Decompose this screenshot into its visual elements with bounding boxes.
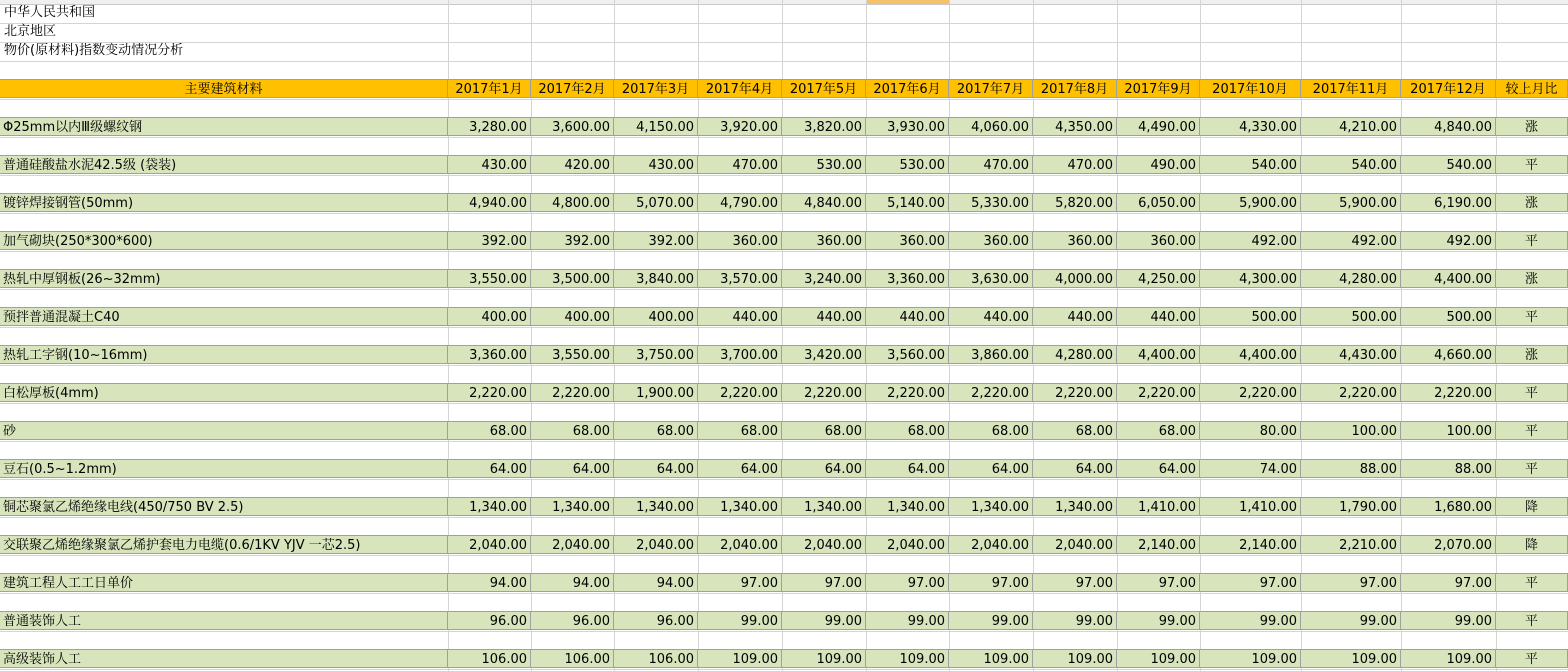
price-cell[interactable]: 88.00 <box>1301 459 1401 478</box>
price-cell[interactable]: 99.00 <box>1401 611 1496 630</box>
price-cell[interactable]: 4,790.00 <box>698 193 782 212</box>
price-cell[interactable]: 2,040.00 <box>448 535 531 554</box>
price-cell[interactable]: 6,050.00 <box>1117 193 1200 212</box>
price-cell[interactable]: 392.00 <box>531 231 614 250</box>
header-month[interactable]: 2017年2月 <box>531 79 614 98</box>
price-cell[interactable]: 4,660.00 <box>1401 345 1496 364</box>
price-cell[interactable]: 4,350.00 <box>1033 117 1117 136</box>
trend-cell[interactable]: 涨 <box>1496 117 1568 136</box>
price-cell[interactable]: 2,040.00 <box>614 535 698 554</box>
price-cell[interactable]: 97.00 <box>1117 573 1200 592</box>
price-cell[interactable]: 2,040.00 <box>531 535 614 554</box>
price-cell[interactable]: 97.00 <box>698 573 782 592</box>
price-cell[interactable]: 492.00 <box>1301 231 1401 250</box>
info-region[interactable]: 北京地区 <box>4 24 57 39</box>
grid-line-horizontal <box>0 403 1568 404</box>
trend-cell[interactable]: 降 <box>1496 497 1568 516</box>
price-cell[interactable]: 109.00 <box>1033 649 1117 668</box>
trend-cell[interactable]: 涨 <box>1496 345 1568 364</box>
price-cell[interactable]: 68.00 <box>866 421 949 440</box>
price-cell[interactable]: 2,220.00 <box>1301 383 1401 402</box>
price-cell[interactable]: 3,500.00 <box>531 269 614 288</box>
price-cell[interactable]: 3,930.00 <box>866 117 949 136</box>
price-cell[interactable]: 96.00 <box>531 611 614 630</box>
price-cell[interactable]: 106.00 <box>448 649 531 668</box>
price-cell[interactable]: 360.00 <box>698 231 782 250</box>
table-row <box>0 231 1568 250</box>
header-month[interactable]: 2017年9月 <box>1117 79 1200 98</box>
grid-line-horizontal <box>0 517 1568 518</box>
table-row <box>0 611 1568 630</box>
price-cell[interactable]: 109.00 <box>866 649 949 668</box>
trend-cell[interactable]: 平 <box>1496 155 1568 174</box>
material-name-cell[interactable]: 建筑工程人工工日单价 <box>0 573 448 592</box>
price-cell[interactable]: 4,840.00 <box>782 193 866 212</box>
price-cell[interactable]: 2,040.00 <box>782 535 866 554</box>
price-cell[interactable]: 540.00 <box>1200 155 1301 174</box>
grid-line-vertical <box>614 0 615 671</box>
trend-cell[interactable]: 降 <box>1496 535 1568 554</box>
price-cell[interactable]: 4,330.00 <box>1200 117 1301 136</box>
price-cell[interactable]: 4,940.00 <box>448 193 531 212</box>
price-cell[interactable]: 4,060.00 <box>949 117 1033 136</box>
price-cell[interactable]: 109.00 <box>1301 649 1401 668</box>
table-row <box>0 269 1568 288</box>
table-row <box>0 459 1568 478</box>
price-cell[interactable]: 2,210.00 <box>1301 535 1401 554</box>
price-cell[interactable]: 2,220.00 <box>1200 383 1301 402</box>
price-cell[interactable]: 94.00 <box>448 573 531 592</box>
grid-line-horizontal <box>0 175 1568 176</box>
table-row <box>0 535 1568 554</box>
price-cell[interactable]: 2,220.00 <box>1117 383 1200 402</box>
price-cell[interactable]: 4,150.00 <box>614 117 698 136</box>
price-cell[interactable]: 1,680.00 <box>1401 497 1496 516</box>
price-cell[interactable]: 392.00 <box>614 231 698 250</box>
price-cell[interactable]: 440.00 <box>1033 307 1117 326</box>
price-cell[interactable]: 440.00 <box>698 307 782 326</box>
price-cell[interactable]: 4,210.00 <box>1301 117 1401 136</box>
table-row <box>0 421 1568 440</box>
grid-line-vertical <box>1401 0 1402 671</box>
price-cell[interactable]: 64.00 <box>1033 459 1117 478</box>
price-cell[interactable]: 1,340.00 <box>782 497 866 516</box>
price-cell[interactable]: 470.00 <box>698 155 782 174</box>
grid-line-vertical <box>1200 0 1201 671</box>
price-cell[interactable]: 500.00 <box>1401 307 1496 326</box>
header-month[interactable]: 2017年3月 <box>614 79 698 98</box>
price-cell[interactable]: 68.00 <box>698 421 782 440</box>
trend-cell[interactable]: 涨 <box>1496 193 1568 212</box>
price-cell[interactable]: 4,490.00 <box>1117 117 1200 136</box>
price-cell[interactable]: 100.00 <box>1401 421 1496 440</box>
material-name-cell[interactable]: 白松厚板(4mm) <box>0 383 448 402</box>
price-cell[interactable]: 3,750.00 <box>614 345 698 364</box>
material-name-cell[interactable]: 铜芯聚氯乙烯绝缘电线(450/750 BV 2.5) <box>0 497 448 516</box>
price-cell[interactable]: 109.00 <box>1117 649 1200 668</box>
price-cell[interactable]: 64.00 <box>531 459 614 478</box>
table-row <box>0 497 1568 516</box>
grid-line-vertical <box>1033 0 1034 671</box>
price-cell[interactable]: 106.00 <box>531 649 614 668</box>
info-report-title[interactable]: 物价(原材料)指数变动情况分析 <box>4 43 184 58</box>
price-cell[interactable]: 5,070.00 <box>614 193 698 212</box>
price-cell[interactable]: 3,420.00 <box>782 345 866 364</box>
header-month[interactable]: 2017年4月 <box>698 79 782 98</box>
material-name-cell[interactable]: 镀锌焊接钢管(50mm) <box>0 193 448 212</box>
price-cell[interactable]: 64.00 <box>614 459 698 478</box>
grid-line-horizontal <box>0 631 1568 632</box>
column-header-strip[interactable] <box>0 0 1568 5</box>
trend-cell[interactable]: 平 <box>1496 383 1568 402</box>
price-cell[interactable]: 4,000.00 <box>1033 269 1117 288</box>
price-cell[interactable]: 97.00 <box>1301 573 1401 592</box>
price-cell[interactable]: 97.00 <box>782 573 866 592</box>
price-cell[interactable]: 430.00 <box>448 155 531 174</box>
price-cell[interactable]: 94.00 <box>531 573 614 592</box>
price-cell[interactable]: 4,400.00 <box>1200 345 1301 364</box>
price-cell[interactable]: 500.00 <box>1301 307 1401 326</box>
header-month[interactable]: 2017年11月 <box>1301 79 1401 98</box>
price-cell[interactable]: 1,900.00 <box>614 383 698 402</box>
price-cell[interactable]: 109.00 <box>782 649 866 668</box>
price-cell[interactable]: 109.00 <box>698 649 782 668</box>
price-cell[interactable]: 4,280.00 <box>1033 345 1117 364</box>
price-cell[interactable]: 2,040.00 <box>866 535 949 554</box>
header-month[interactable]: 2017年12月 <box>1401 79 1496 98</box>
price-cell[interactable]: 3,840.00 <box>614 269 698 288</box>
price-cell[interactable]: 99.00 <box>1033 611 1117 630</box>
material-name-cell[interactable]: 普通硅酸盐水泥42.5级 (袋装) <box>0 155 448 174</box>
table-row <box>0 345 1568 364</box>
material-name-cell[interactable]: 热轧中厚钢板(26~32mm) <box>0 269 448 288</box>
price-cell[interactable]: 492.00 <box>1401 231 1496 250</box>
grid-line-horizontal <box>0 99 1568 100</box>
price-cell[interactable]: 88.00 <box>1401 459 1496 478</box>
price-cell[interactable]: 64.00 <box>949 459 1033 478</box>
grid-line-vertical <box>782 0 783 671</box>
price-cell[interactable]: 99.00 <box>698 611 782 630</box>
grid-line-horizontal <box>0 137 1568 138</box>
price-cell[interactable]: 430.00 <box>614 155 698 174</box>
price-cell[interactable]: 5,140.00 <box>866 193 949 212</box>
material-name-cell[interactable]: 交联聚乙烯绝缘聚氯乙烯护套电力电缆(0.6/1KV YJV 一芯2.5) <box>0 535 448 554</box>
header-row <box>0 79 1568 98</box>
price-cell[interactable]: 540.00 <box>1301 155 1401 174</box>
price-cell[interactable]: 64.00 <box>866 459 949 478</box>
grid-line-horizontal <box>0 61 1568 62</box>
price-cell[interactable]: 2,220.00 <box>448 383 531 402</box>
price-cell[interactable]: 400.00 <box>531 307 614 326</box>
grid-line-horizontal <box>0 213 1568 214</box>
price-cell[interactable]: 392.00 <box>448 231 531 250</box>
price-cell[interactable]: 1,340.00 <box>698 497 782 516</box>
price-cell[interactable]: 4,250.00 <box>1117 269 1200 288</box>
price-cell[interactable]: 360.00 <box>866 231 949 250</box>
table-row <box>0 155 1568 174</box>
price-cell[interactable]: 3,600.00 <box>531 117 614 136</box>
price-cell[interactable]: 6,190.00 <box>1401 193 1496 212</box>
trend-cell[interactable]: 平 <box>1496 231 1568 250</box>
grid-line-vertical <box>1496 0 1497 671</box>
price-cell[interactable]: 3,240.00 <box>782 269 866 288</box>
price-cell[interactable]: 109.00 <box>949 649 1033 668</box>
price-cell[interactable]: 3,820.00 <box>782 117 866 136</box>
price-cell[interactable]: 99.00 <box>782 611 866 630</box>
trend-cell[interactable]: 平 <box>1496 421 1568 440</box>
grid-line-horizontal <box>0 365 1568 366</box>
grid-line-horizontal <box>0 441 1568 442</box>
material-name-cell[interactable]: 加气砌块(250*300*600) <box>0 231 448 250</box>
price-cell[interactable]: 4,300.00 <box>1200 269 1301 288</box>
price-cell[interactable]: 2,220.00 <box>782 383 866 402</box>
price-cell[interactable]: 109.00 <box>1200 649 1301 668</box>
price-cell[interactable]: 4,400.00 <box>1117 345 1200 364</box>
header-month[interactable]: 2017年7月 <box>949 79 1033 98</box>
price-cell[interactable]: 74.00 <box>1200 459 1301 478</box>
price-cell[interactable]: 3,550.00 <box>448 269 531 288</box>
price-cell[interactable]: 2,220.00 <box>949 383 1033 402</box>
price-cell[interactable]: 5,900.00 <box>1301 193 1401 212</box>
price-cell[interactable]: 440.00 <box>866 307 949 326</box>
price-cell[interactable]: 5,820.00 <box>1033 193 1117 212</box>
grid-line-vertical <box>866 0 867 671</box>
table-row <box>0 649 1568 668</box>
price-cell[interactable]: 2,140.00 <box>1117 535 1200 554</box>
price-cell[interactable]: 68.00 <box>1033 421 1117 440</box>
price-cell[interactable]: 2,220.00 <box>531 383 614 402</box>
price-cell[interactable]: 3,860.00 <box>949 345 1033 364</box>
table-row <box>0 573 1568 592</box>
price-cell[interactable]: 4,430.00 <box>1301 345 1401 364</box>
grid-line-vertical <box>698 0 699 671</box>
price-cell[interactable]: 97.00 <box>949 573 1033 592</box>
price-cell[interactable]: 2,220.00 <box>698 383 782 402</box>
price-cell[interactable]: 490.00 <box>1117 155 1200 174</box>
price-cell[interactable]: 2,220.00 <box>1401 383 1496 402</box>
price-cell[interactable]: 420.00 <box>531 155 614 174</box>
grid-line-horizontal <box>0 327 1568 328</box>
price-cell[interactable]: 500.00 <box>1200 307 1301 326</box>
price-cell[interactable]: 68.00 <box>1117 421 1200 440</box>
price-cell[interactable]: 5,330.00 <box>949 193 1033 212</box>
info-country[interactable]: 中华人民共和国 <box>4 5 96 20</box>
header-month[interactable]: 2017年8月 <box>1033 79 1117 98</box>
price-cell[interactable]: 99.00 <box>949 611 1033 630</box>
price-cell[interactable]: 540.00 <box>1401 155 1496 174</box>
price-cell[interactable]: 1,410.00 <box>1117 497 1200 516</box>
trend-cell[interactable]: 平 <box>1496 307 1568 326</box>
price-cell[interactable]: 4,400.00 <box>1401 269 1496 288</box>
price-cell[interactable]: 97.00 <box>866 573 949 592</box>
grid-line-horizontal <box>0 555 1568 556</box>
price-cell[interactable]: 400.00 <box>448 307 531 326</box>
material-name-cell[interactable]: 普通装饰人工 <box>0 611 448 630</box>
header-month[interactable]: 2017年10月 <box>1200 79 1301 98</box>
price-cell[interactable]: 100.00 <box>1301 421 1401 440</box>
price-cell[interactable]: 3,360.00 <box>448 345 531 364</box>
price-cell[interactable]: 2,220.00 <box>866 383 949 402</box>
grid-line-horizontal <box>0 23 1568 24</box>
table-row <box>0 117 1568 136</box>
price-cell[interactable]: 68.00 <box>448 421 531 440</box>
price-cell[interactable]: 1,340.00 <box>949 497 1033 516</box>
grid-line-vertical <box>1117 0 1118 671</box>
price-cell[interactable]: 2,070.00 <box>1401 535 1496 554</box>
price-cell[interactable]: 68.00 <box>782 421 866 440</box>
trend-cell[interactable]: 平 <box>1496 649 1568 668</box>
grid-line-vertical <box>1301 0 1302 671</box>
material-name-cell[interactable]: 豆石(0.5~1.2mm) <box>0 459 448 478</box>
price-cell[interactable]: 99.00 <box>1301 611 1401 630</box>
price-cell[interactable]: 3,360.00 <box>866 269 949 288</box>
price-cell[interactable]: 360.00 <box>782 231 866 250</box>
material-name-cell[interactable]: 高级装饰人工 <box>0 649 448 668</box>
price-cell[interactable]: 530.00 <box>866 155 949 174</box>
price-cell[interactable]: 99.00 <box>1200 611 1301 630</box>
price-cell[interactable]: 68.00 <box>531 421 614 440</box>
header-month[interactable]: 2017年1月 <box>448 79 531 98</box>
price-cell[interactable]: 97.00 <box>1200 573 1301 592</box>
price-cell[interactable]: 97.00 <box>1401 573 1496 592</box>
grid-line-horizontal <box>0 251 1568 252</box>
grid-line-horizontal <box>0 593 1568 594</box>
selected-column-marker <box>866 0 949 4</box>
price-cell[interactable]: 3,570.00 <box>698 269 782 288</box>
price-cell[interactable]: 440.00 <box>1117 307 1200 326</box>
price-cell[interactable]: 64.00 <box>698 459 782 478</box>
price-cell[interactable]: 360.00 <box>1033 231 1117 250</box>
header-month[interactable]: 2017年6月 <box>866 79 949 98</box>
price-cell[interactable]: 440.00 <box>782 307 866 326</box>
trend-cell[interactable]: 平 <box>1496 611 1568 630</box>
price-cell[interactable]: 2,220.00 <box>1033 383 1117 402</box>
price-cell[interactable]: 360.00 <box>1117 231 1200 250</box>
price-cell[interactable]: 4,840.00 <box>1401 117 1496 136</box>
price-cell[interactable]: 3,630.00 <box>949 269 1033 288</box>
price-cell[interactable]: 1,410.00 <box>1200 497 1301 516</box>
header-trend[interactable]: 较上月比 <box>1496 79 1568 98</box>
price-cell[interactable]: 64.00 <box>1117 459 1200 478</box>
price-cell[interactable]: 2,040.00 <box>698 535 782 554</box>
price-cell[interactable]: 3,550.00 <box>531 345 614 364</box>
material-name-cell[interactable]: 预拌普通混凝土C40 <box>0 307 448 326</box>
price-cell[interactable]: 2,040.00 <box>1033 535 1117 554</box>
price-cell[interactable]: 64.00 <box>782 459 866 478</box>
price-cell[interactable]: 68.00 <box>614 421 698 440</box>
price-cell[interactable]: 80.00 <box>1200 421 1301 440</box>
price-cell[interactable]: 4,800.00 <box>531 193 614 212</box>
header-material[interactable]: 主要建筑材料 <box>0 79 448 98</box>
price-cell[interactable]: 68.00 <box>949 421 1033 440</box>
price-cell[interactable]: 99.00 <box>1117 611 1200 630</box>
price-cell[interactable]: 1,340.00 <box>448 497 531 516</box>
price-cell[interactable]: 530.00 <box>782 155 866 174</box>
material-name-cell[interactable]: 热轧工字钢(10~16mm) <box>0 345 448 364</box>
price-cell[interactable]: 94.00 <box>614 573 698 592</box>
price-cell[interactable]: 1,340.00 <box>614 497 698 516</box>
price-cell[interactable]: 5,900.00 <box>1200 193 1301 212</box>
table-row <box>0 307 1568 326</box>
price-cell[interactable]: 3,920.00 <box>698 117 782 136</box>
price-cell[interactable]: 1,340.00 <box>866 497 949 516</box>
header-month[interactable]: 2017年5月 <box>782 79 866 98</box>
price-cell[interactable]: 400.00 <box>614 307 698 326</box>
grid-line-vertical <box>448 0 449 671</box>
price-cell[interactable]: 3,700.00 <box>698 345 782 364</box>
trend-cell[interactable]: 平 <box>1496 573 1568 592</box>
price-cell[interactable]: 440.00 <box>949 307 1033 326</box>
grid-line-horizontal <box>0 669 1568 670</box>
trend-cell[interactable]: 涨 <box>1496 269 1568 288</box>
price-cell[interactable]: 4,280.00 <box>1301 269 1401 288</box>
grid-line-horizontal <box>0 289 1568 290</box>
price-cell[interactable]: 96.00 <box>448 611 531 630</box>
grid-line-horizontal <box>0 479 1568 480</box>
price-cell[interactable]: 64.00 <box>448 459 531 478</box>
price-cell[interactable]: 96.00 <box>614 611 698 630</box>
table-row <box>0 193 1568 212</box>
price-cell[interactable]: 1,340.00 <box>531 497 614 516</box>
material-name-cell[interactable]: Φ25mm以内Ⅲ级螺纹钢 <box>0 117 448 136</box>
grid-line-vertical <box>949 0 950 671</box>
price-cell[interactable]: 106.00 <box>614 649 698 668</box>
price-cell[interactable]: 2,140.00 <box>1200 535 1301 554</box>
material-name-cell[interactable]: 砂 <box>0 421 448 440</box>
grid-line-horizontal <box>0 42 1568 43</box>
trend-cell[interactable]: 平 <box>1496 459 1568 478</box>
price-cell[interactable]: 97.00 <box>1033 573 1117 592</box>
price-cell[interactable]: 3,280.00 <box>448 117 531 136</box>
price-cell[interactable]: 109.00 <box>1401 649 1496 668</box>
table-row <box>0 383 1568 402</box>
price-cell[interactable]: 360.00 <box>949 231 1033 250</box>
price-cell[interactable]: 470.00 <box>949 155 1033 174</box>
price-cell[interactable]: 99.00 <box>866 611 949 630</box>
grid-line-vertical <box>531 0 532 671</box>
price-cell[interactable]: 3,560.00 <box>866 345 949 364</box>
price-cell[interactable]: 492.00 <box>1200 231 1301 250</box>
price-cell[interactable]: 2,040.00 <box>949 535 1033 554</box>
price-cell[interactable]: 1,340.00 <box>1033 497 1117 516</box>
price-cell[interactable]: 470.00 <box>1033 155 1117 174</box>
price-cell[interactable]: 1,790.00 <box>1301 497 1401 516</box>
